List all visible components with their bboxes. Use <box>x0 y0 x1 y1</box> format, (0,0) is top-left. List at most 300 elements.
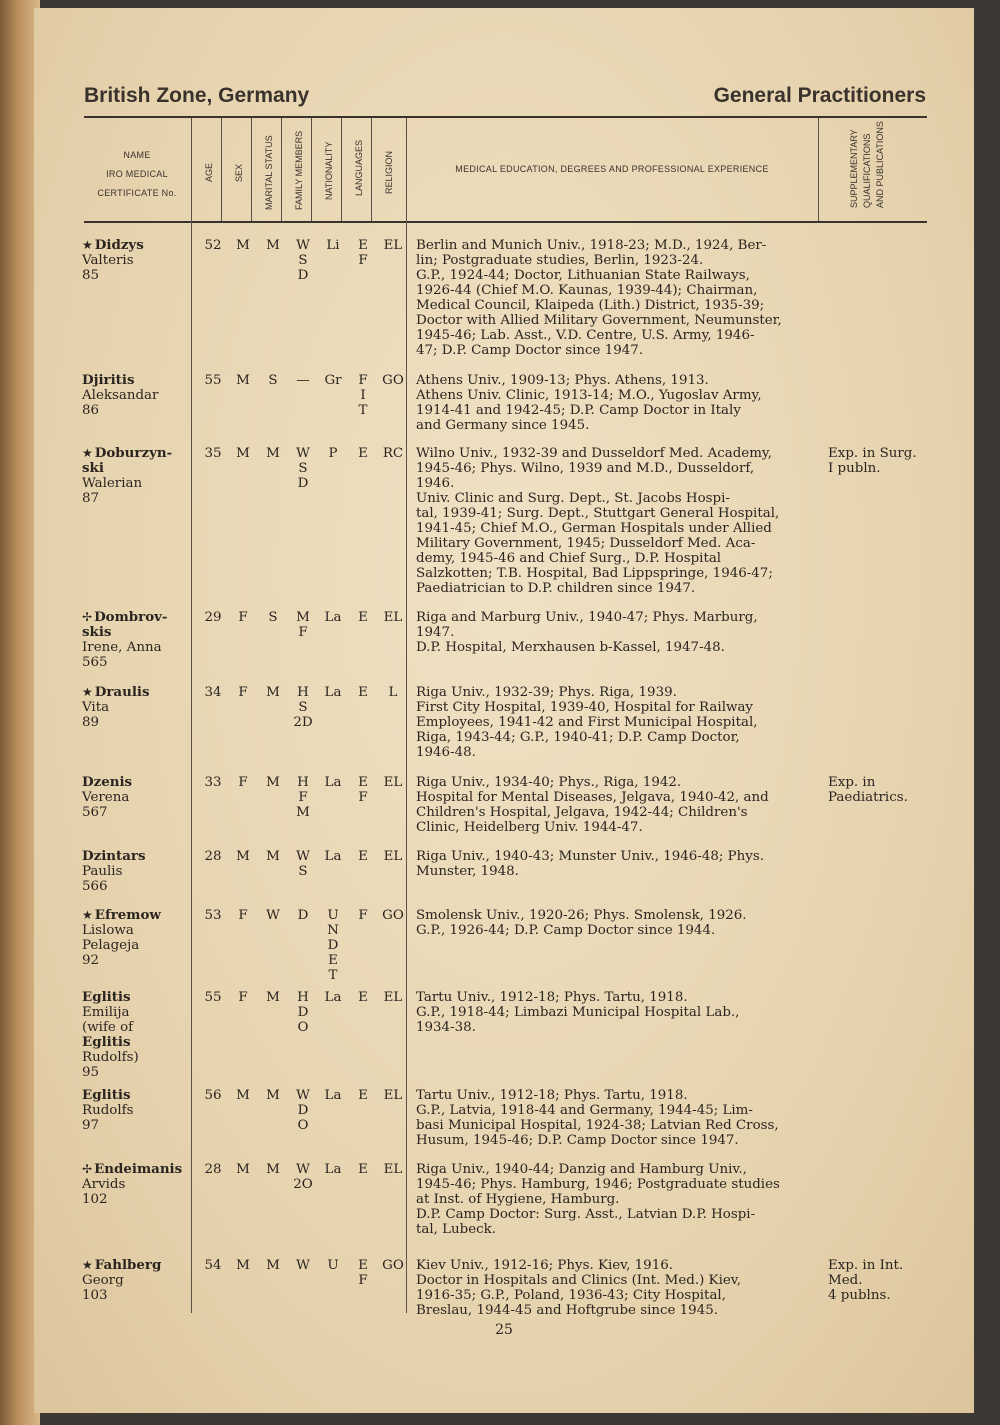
medical-cell-line: Clinic, Heidelberg Univ. 1944-47. <box>416 820 643 835</box>
name-line <box>82 685 202 700</box>
languages-cell <box>348 775 378 805</box>
medical-cell-line: Riga Univ., 1932-39; Phys. Riga, 1939. <box>416 685 677 700</box>
name-line <box>82 1005 202 1020</box>
name-text: Irene, Anna <box>82 640 162 655</box>
marital-cell: S <box>268 610 278 625</box>
languages-cell <box>348 1162 378 1177</box>
name-line <box>82 625 202 640</box>
star-icon: ★ <box>82 1258 93 1272</box>
supplementary-header-line: SUPPLEMENTARY <box>849 129 859 208</box>
name-text: Rudolfs <box>82 1103 134 1118</box>
star-icon: ★ <box>82 908 93 922</box>
name-text: Arvids <box>82 1177 126 1192</box>
surname: ski <box>82 460 104 476</box>
age-cell: 28 <box>204 849 222 864</box>
name-cell <box>82 446 202 506</box>
languages-cell-line: I <box>360 388 366 403</box>
religion-column-header: RELIGION <box>384 150 394 194</box>
marital-cell: M <box>266 849 280 864</box>
nationality-cell-line: La <box>324 610 342 625</box>
column-divider <box>221 118 222 221</box>
sex-cell: M <box>236 238 250 253</box>
name-cell <box>82 849 202 894</box>
medical-cell-line: Hospital for Mental Diseases, Jelgava, 1940-42, and <box>416 790 769 805</box>
name-line <box>82 446 202 461</box>
age-cell: 33 <box>204 775 222 790</box>
column-divider <box>341 118 342 221</box>
name-cell <box>82 238 202 283</box>
age-cell: 29 <box>204 610 222 625</box>
age-cell: 28 <box>204 1162 222 1177</box>
medical-cell-line: G.P., 1924-44; Doctor, Lithuanian State Railways, <box>416 268 750 283</box>
family-cell <box>288 908 318 923</box>
name-line <box>82 1162 202 1177</box>
sex-cell: M <box>236 1162 250 1177</box>
family-column-header: FAMILY MEMBERS <box>294 130 304 210</box>
name-text: 97 <box>82 1118 100 1133</box>
languages-cell-line: F <box>358 373 368 388</box>
surname: Dzintars <box>82 848 146 864</box>
family-cell-line: O <box>297 1118 309 1133</box>
religion-cell: EL <box>383 610 403 625</box>
nationality-cell-line: La <box>324 685 342 700</box>
nationality-cell <box>318 446 348 461</box>
medical-cell-line: Berlin and Munich Univ., 1918-23; M.D., 1924, Ber- <box>416 238 767 253</box>
name-line <box>82 640 202 655</box>
age-cell: 54 <box>204 1258 222 1273</box>
column-divider <box>281 118 282 221</box>
medical-cell-line: D.P. Camp Doctor: Surg. Asst., Latvian D.P. Hospi- <box>416 1207 756 1222</box>
name-cell <box>82 1088 202 1133</box>
family-cell <box>288 849 318 879</box>
nationality-cell <box>318 775 348 790</box>
marital-column-header: MARITAL STATUS <box>264 135 274 210</box>
name-line <box>82 403 202 418</box>
star-icon: ✢ <box>82 610 93 624</box>
medical-cell <box>416 685 824 760</box>
medical-cell <box>416 373 824 433</box>
name-line <box>82 864 202 879</box>
medical-cell <box>416 1162 824 1237</box>
medical-cell-line: G.P., 1926-44; D.P. Camp Doctor since 1944. <box>416 923 716 938</box>
medical-cell-line: 1941-45; Chief M.O., German Hospitals under Allied <box>416 521 772 536</box>
name-cell <box>82 1258 202 1303</box>
nationality-cell-line: U <box>327 908 339 923</box>
name-cell <box>82 685 202 730</box>
nationality-cell-line: U <box>327 1258 339 1273</box>
supplementary-cell <box>824 446 952 476</box>
medical-cell <box>416 446 824 596</box>
nationality-cell <box>318 908 348 983</box>
family-cell <box>288 446 318 491</box>
name-text: 92 <box>82 953 100 968</box>
name-line <box>82 373 202 388</box>
age-cell: 34 <box>204 685 222 700</box>
family-cell-line: W <box>296 1258 310 1273</box>
medical-cell-line: Wilno Univ., 1932-39 and Dusseldorf Med. Academy, <box>416 446 772 461</box>
medical-cell-line: 1946. <box>416 476 455 491</box>
nationality-cell <box>318 238 348 253</box>
page <box>34 8 974 1413</box>
name-text: Rudolfs) <box>82 1050 139 1065</box>
medical-cell-line: Riga Univ., 1934-40; Phys., Riga, 1942. <box>416 775 682 790</box>
nationality-cell <box>318 685 348 700</box>
name-line <box>82 1258 202 1273</box>
medical-cell-line: Riga, 1943-44; G.P., 1940-41; D.P. Camp Doctor, <box>416 730 740 745</box>
name-line <box>82 790 202 805</box>
medical-cell-line: G.P., Latvia, 1918-44 and Germany, 1944-45; Lim- <box>416 1103 753 1118</box>
medical-cell-line: Doctor in Hospitals and Clinics (Int. Med.) Kiev, <box>416 1273 742 1288</box>
name-line <box>82 879 202 894</box>
medical-cell-line: 1947. <box>416 625 455 640</box>
medical-cell-line: lin; Postgraduate studies, Berlin, 1923-24. <box>416 253 704 268</box>
name-header-line: CERTIFICATE No. <box>97 188 177 198</box>
name-text: Lislowa <box>82 923 134 938</box>
family-cell-line: W <box>296 238 310 253</box>
nationality-cell <box>318 610 348 625</box>
medical-cell <box>416 238 824 358</box>
star-icon: ★ <box>82 685 93 699</box>
medical-cell-line: Doctor with Allied Military Government, Neumunster, <box>416 313 782 328</box>
medical-cell-line: Breslau, 1944-45 and Hoftgrube since 1945. <box>416 1303 718 1318</box>
medical-cell-line: 1946-48. <box>416 745 476 760</box>
marital-cell: M <box>266 1162 280 1177</box>
languages-cell-line: E <box>358 446 368 461</box>
family-cell-line: H <box>297 685 309 700</box>
column-divider <box>251 118 252 221</box>
sex-cell: F <box>238 610 248 625</box>
name-text: Paulis <box>82 864 123 879</box>
name-cell <box>82 908 202 968</box>
medical-cell-line: 1914-41 and 1942-45; D.P. Camp Doctor in Italy <box>416 403 741 418</box>
marital-cell: M <box>266 1258 280 1273</box>
supplementary-cell-line: Exp. in Int. <box>828 1258 904 1273</box>
nationality-cell <box>318 1088 348 1103</box>
medical-cell-line: D.P. Hospital, Merxhausen b-Kassel, 1947-48. <box>416 640 725 655</box>
header-region: British Zone, Germany <box>84 84 310 107</box>
supplementary-column-header <box>845 121 901 216</box>
family-cell-line: D <box>297 908 309 923</box>
name-line <box>82 1088 202 1103</box>
header-rule <box>84 221 927 223</box>
languages-cell <box>348 373 378 418</box>
medical-cell-line: and Germany since 1945. <box>416 418 590 433</box>
name-line <box>82 700 202 715</box>
religion-cell: EL <box>383 1088 403 1103</box>
name-text: Verena <box>82 790 130 805</box>
family-cell-line: 2O <box>293 1177 313 1192</box>
supplementary-header-line: QUALIFICATIONS <box>862 133 872 208</box>
religion-cell: EL <box>383 775 403 790</box>
marital-cell: S <box>268 373 278 388</box>
name-text: Aleksandar <box>82 388 159 403</box>
name-cell <box>82 610 202 670</box>
name-text: 566 <box>82 879 108 894</box>
age-cell: 35 <box>204 446 222 461</box>
family-cell-line: — <box>296 373 310 388</box>
religion-cell: EL <box>383 1162 403 1177</box>
nationality-cell-line: T <box>328 968 338 983</box>
medical-cell <box>416 990 824 1035</box>
medical-cell-line: Salzkotten; T.B. Hospital, Bad Lippspringe, 1946-47; <box>416 566 773 581</box>
supplementary-cell-line: I publn. <box>828 461 881 476</box>
family-cell-line: M <box>296 610 310 625</box>
name-cell <box>82 1162 202 1207</box>
name-line <box>82 1273 202 1288</box>
medical-cell-line: Military Government, 1945; Dusseldorf Med. Aca- <box>416 536 756 551</box>
family-cell-line: D <box>297 268 309 283</box>
supplementary-cell-line: 4 publns. <box>828 1288 891 1303</box>
languages-cell-line: E <box>358 775 368 790</box>
age-cell: 52 <box>204 238 222 253</box>
star-icon: ★ <box>82 238 93 252</box>
name-column-header <box>84 146 190 203</box>
name-line <box>82 1050 202 1065</box>
page-number: 25 <box>495 1322 513 1338</box>
medical-cell-line: Husum, 1945-46; D.P. Camp Doctor since 1947. <box>416 1133 739 1148</box>
name-line <box>82 1118 202 1133</box>
supplementary-cell <box>824 775 952 805</box>
name-line <box>82 1035 202 1050</box>
name-line <box>82 253 202 268</box>
nationality-cell <box>318 1162 348 1177</box>
age-column-header: AGE <box>204 162 214 182</box>
column-divider <box>371 118 372 221</box>
name-cell <box>82 990 202 1080</box>
family-cell <box>288 1258 318 1273</box>
name-line <box>82 923 202 938</box>
religion-cell: EL <box>383 238 403 253</box>
nationality-cell-line: Gr <box>324 373 342 388</box>
family-cell-line: D <box>297 1103 309 1118</box>
languages-cell-line: E <box>358 238 368 253</box>
sex-cell: M <box>236 446 250 461</box>
name-line <box>82 1020 202 1035</box>
marital-cell: M <box>266 238 280 253</box>
medical-cell-line: Medical Council, Klaipeda (Lith.) District, 1935-39; <box>416 298 765 313</box>
nationality-cell-line: D <box>327 938 339 953</box>
sex-cell: F <box>238 775 248 790</box>
religion-cell: GO <box>382 908 404 923</box>
family-cell-line: S <box>298 253 308 268</box>
surname: Endeimanis <box>94 1161 183 1177</box>
family-cell-line: 2D <box>293 715 313 730</box>
family-cell <box>288 1162 318 1192</box>
medical-cell-line: 1945-46; Lab. Asst., V.D. Centre, U.S. Army, 1946- <box>416 328 755 343</box>
languages-cell-line: E <box>358 610 368 625</box>
languages-cell-line: F <box>358 253 368 268</box>
star-icon: ★ <box>82 446 93 460</box>
name-line <box>82 1192 202 1207</box>
name-text: Georg <box>82 1273 124 1288</box>
family-cell <box>288 373 318 388</box>
nationality-cell <box>318 373 348 388</box>
languages-cell <box>348 908 378 923</box>
family-cell <box>288 610 318 640</box>
medical-cell-line: 1934-38. <box>416 1020 476 1035</box>
name-text: 89 <box>82 715 100 730</box>
name-text: 95 <box>82 1065 100 1080</box>
name-line <box>82 461 202 476</box>
name-line <box>82 1065 202 1080</box>
languages-cell-line: E <box>358 849 368 864</box>
sex-column-header: SEX <box>234 163 244 182</box>
family-cell <box>288 1088 318 1133</box>
family-cell-line: W <box>296 1088 310 1103</box>
nationality-cell <box>318 1258 348 1273</box>
name-text: 565 <box>82 655 108 670</box>
sex-cell: F <box>238 685 248 700</box>
languages-cell-line: F <box>358 790 368 805</box>
name-text: 87 <box>82 491 100 506</box>
medical-cell-line: demy, 1945-46 and Chief Surg., D.P. Hospital <box>416 551 722 566</box>
medical-cell-line: Employees, 1941-42 and First Municipal Hospital, <box>416 715 758 730</box>
languages-cell-line: E <box>358 990 368 1005</box>
medical-cell-line: 1916-35; G.P., Poland, 1936-43; City Hospital, <box>416 1288 726 1303</box>
nationality-cell-line: La <box>324 849 342 864</box>
name-line <box>82 655 202 670</box>
medical-column-header: MEDICAL EDUCATION, DEGREES AND PROFESSIONAL EXPERIENCE <box>455 164 769 174</box>
medical-cell-line: Riga and Marburg Univ., 1940-47; Phys. Marburg, <box>416 610 758 625</box>
sex-cell: F <box>238 908 248 923</box>
languages-cell-line: E <box>358 1162 368 1177</box>
languages-cell <box>348 990 378 1005</box>
surname: Eglitis <box>82 1087 131 1103</box>
name-text: Walerian <box>82 476 143 491</box>
nationality-cell-line: La <box>324 1088 342 1103</box>
age-cell: 56 <box>204 1088 222 1103</box>
name-header-line: NAME <box>123 150 151 160</box>
medical-cell-line: at Inst. of Hygiene, Hamburg. <box>416 1192 620 1207</box>
medical-cell <box>416 1088 824 1148</box>
name-line <box>82 610 202 625</box>
medical-cell <box>416 775 824 835</box>
name-text: Vita <box>82 700 110 715</box>
languages-cell-line: E <box>358 1088 368 1103</box>
name-text: Eglitis <box>82 1034 131 1050</box>
family-cell <box>288 238 318 283</box>
medical-cell-line: Riga Univ., 1940-44; Danzig and Hamburg Univ., <box>416 1162 747 1177</box>
family-cell-line: S <box>298 864 308 879</box>
name-header-line: IRO MEDICAL <box>106 169 168 179</box>
supplementary-header-line: AND PUBLICATIONS <box>875 121 885 208</box>
family-cell-line: W <box>296 446 310 461</box>
name-cell <box>82 775 202 820</box>
name-line <box>82 953 202 968</box>
languages-cell <box>348 685 378 700</box>
religion-cell: GO <box>382 1258 404 1273</box>
medical-cell-line: Munster, 1948. <box>416 864 519 879</box>
languages-cell <box>348 446 378 461</box>
nationality-cell-line: N <box>327 923 339 938</box>
name-line <box>82 1103 202 1118</box>
surname: skis <box>82 624 112 640</box>
name-line <box>82 938 202 953</box>
nationality-cell <box>318 849 348 864</box>
name-text: 103 <box>82 1288 108 1303</box>
name-line <box>82 388 202 403</box>
family-cell <box>288 990 318 1035</box>
religion-cell: EL <box>383 849 403 864</box>
marital-cell: M <box>266 1088 280 1103</box>
age-cell: 55 <box>204 373 222 388</box>
medical-cell-line: Tartu Univ., 1912-18; Phys. Tartu, 1918. <box>416 1088 688 1103</box>
medical-cell-line: 47; D.P. Camp Doctor since 1947. <box>416 343 644 358</box>
medical-cell-line: G.P., 1918-44; Limbazi Municipal Hospital Lab., <box>416 1005 740 1020</box>
surname: Draulis <box>94 684 150 700</box>
medical-cell-line: Univ. Clinic and Surg. Dept., St. Jacobs Hospi- <box>416 491 730 506</box>
languages-column-header: LANGUAGES <box>354 139 364 196</box>
family-cell-line: M <box>296 805 310 820</box>
nationality-cell-line: Li <box>326 238 340 253</box>
sex-cell: F <box>238 990 248 1005</box>
name-text: Emilija <box>82 1005 130 1020</box>
name-text: 86 <box>82 403 100 418</box>
family-cell-line: H <box>297 990 309 1005</box>
family-cell-line: F <box>298 625 308 640</box>
languages-cell-line: F <box>358 908 368 923</box>
languages-cell <box>348 610 378 625</box>
languages-cell-line: E <box>358 1258 368 1273</box>
surname: Dzenis <box>82 774 133 790</box>
medical-cell-line: First City Hospital, 1939-40, Hospital for Railway <box>416 700 753 715</box>
medical-cell-line: Kiev Univ., 1912-16; Phys. Kiev, 1916. <box>416 1258 673 1273</box>
supplementary-cell-line: Med. <box>828 1273 863 1288</box>
surname: Efremow <box>94 907 161 923</box>
supplementary-cell-line: Paediatrics. <box>828 790 908 805</box>
column-divider <box>311 118 312 221</box>
name-line <box>82 491 202 506</box>
name-line <box>82 908 202 923</box>
medical-cell-line: Paediatrician to D.P. children since 1947. <box>416 581 696 596</box>
religion-cell: EL <box>383 990 403 1005</box>
name-line <box>82 1177 202 1192</box>
nationality-cell-line: La <box>324 1162 342 1177</box>
surname: Dombrov- <box>94 609 168 625</box>
medical-cell-line: tal, 1939-41; Surg. Dept., Stuttgart General Hospital, <box>416 506 780 521</box>
nationality-cell-line: La <box>324 990 342 1005</box>
marital-cell: W <box>266 908 280 923</box>
surname: Fahlberg <box>94 1257 162 1273</box>
marital-cell: M <box>266 775 280 790</box>
name-text: Pelageja <box>82 938 140 953</box>
sex-cell: M <box>236 849 250 864</box>
family-cell-line: F <box>298 790 308 805</box>
name-line <box>82 268 202 283</box>
name-cell <box>82 373 202 418</box>
medical-cell <box>416 1258 824 1318</box>
family-cell-line: D <box>297 1005 309 1020</box>
sex-cell: M <box>236 1088 250 1103</box>
languages-cell <box>348 238 378 268</box>
family-cell-line: W <box>296 849 310 864</box>
family-cell <box>288 685 318 730</box>
medical-cell <box>416 610 824 655</box>
languages-cell <box>348 1088 378 1103</box>
sex-cell: M <box>236 373 250 388</box>
name-line <box>82 1288 202 1303</box>
family-cell-line: H <box>297 775 309 790</box>
sex-cell: M <box>236 1258 250 1273</box>
name-line <box>82 990 202 1005</box>
languages-cell-line: T <box>358 403 368 418</box>
languages-cell <box>348 1258 378 1288</box>
nationality-cell-line: P <box>328 446 338 461</box>
medical-cell-line: basi Municipal Hospital, 1924-38; Latvian Red Cross, <box>416 1118 779 1133</box>
name-text: 102 <box>82 1192 108 1207</box>
religion-cell: RC <box>382 446 404 461</box>
supplementary-cell <box>824 1258 952 1303</box>
